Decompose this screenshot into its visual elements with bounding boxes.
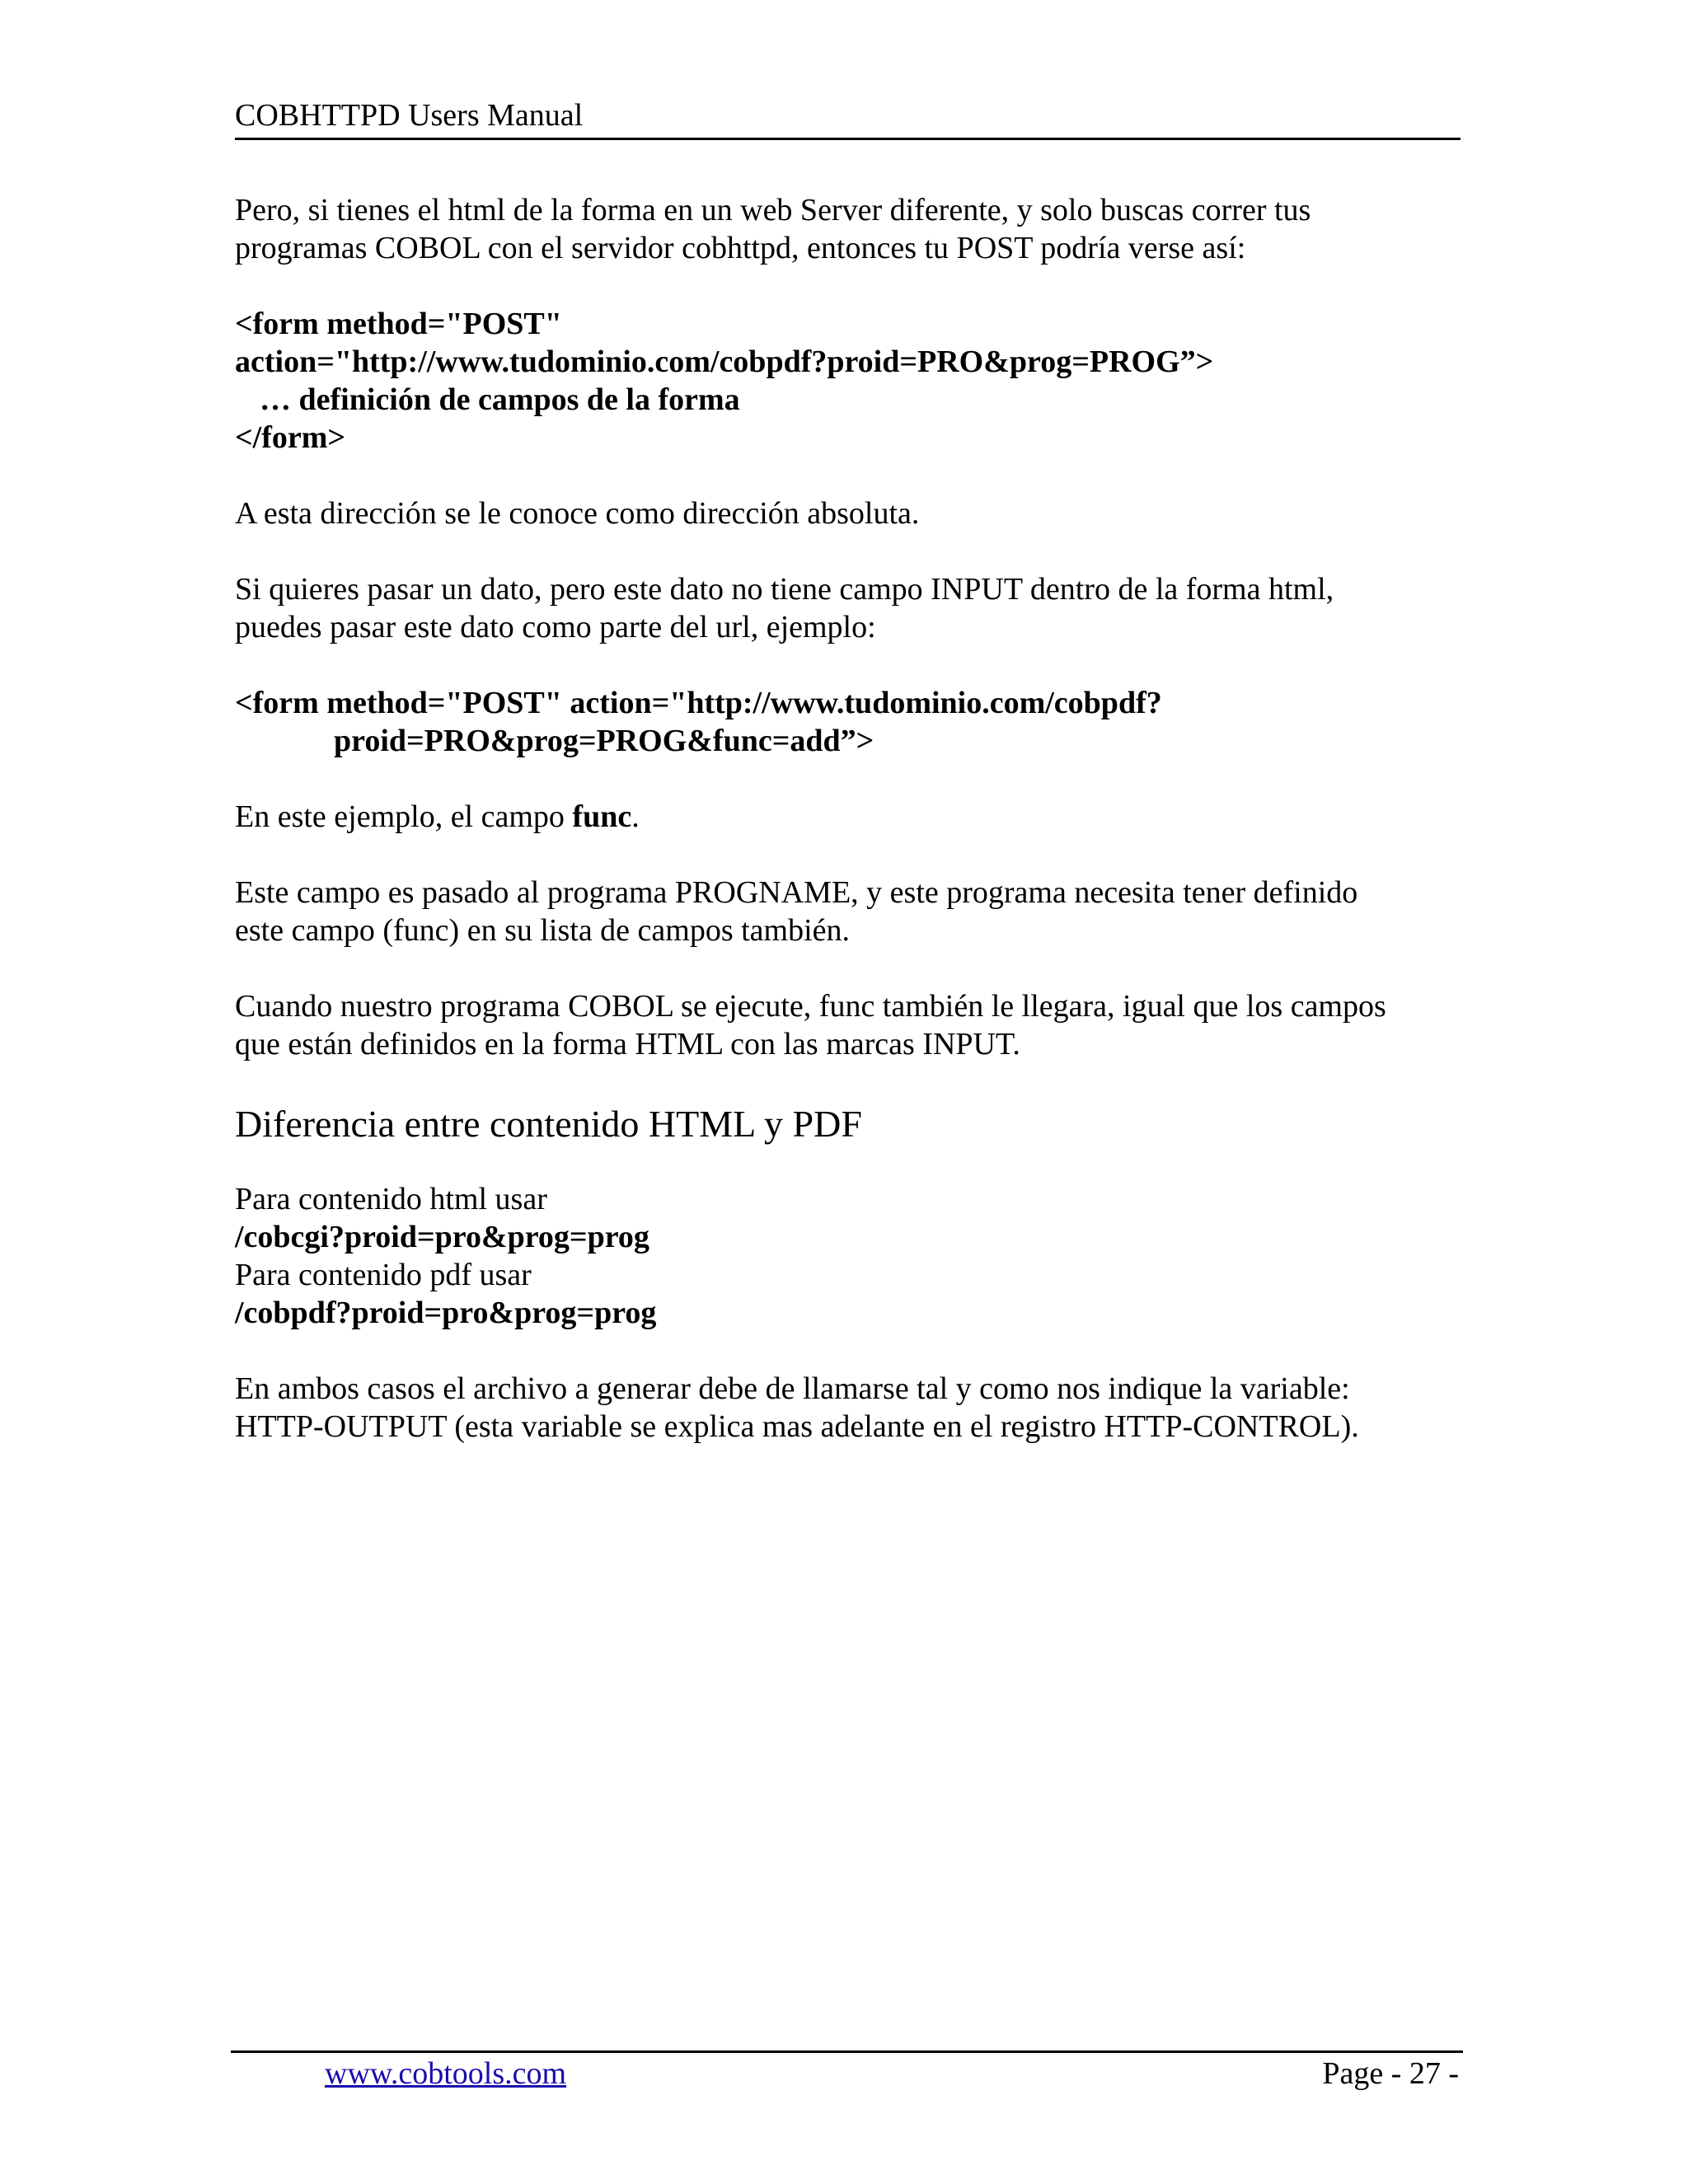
- path-bold: /cobpdf?proid=pro&prog=prog: [235, 1296, 657, 1330]
- page-number: Page - 27 -: [1322, 2056, 1459, 2091]
- header-title: COBHTTPD Users Manual: [235, 98, 584, 133]
- code-line: action="http://www.tudominio.com/cobpdf?proid=PRO&prog=PROG”>: [235, 344, 1214, 379]
- code-line: proid=PRO&prog=PROG&func=add”>: [334, 724, 874, 758]
- code-block-absolute-form: [235, 305, 1463, 457]
- page-content: [235, 191, 1463, 1483]
- content-type-line-pdf: [235, 1256, 1463, 1332]
- paragraph-line: Pero, si tienes el html de la forma en un web Server diferente, y solo buscas correr tus: [235, 193, 1311, 227]
- text-segment: Para contenido html usar: [235, 1182, 547, 1216]
- code-line: <form method="POST" action="http://www.tudominio.com/cobpdf?: [235, 686, 1162, 720]
- section-heading: Diferencia entre contenido HTML y PDF: [235, 1103, 862, 1145]
- paragraph-func-example: [235, 798, 1463, 836]
- paragraph-pass-data: [235, 570, 1463, 646]
- paragraph-line: En ambos casos el archivo a generar debe de llamarse tal y como nos indique la variable:: [235, 1371, 1350, 1406]
- code-line: … definición de campos de la forma: [260, 382, 740, 417]
- text-segment: .: [631, 799, 640, 834]
- code-line: <form method="POST": [235, 307, 562, 341]
- func-keyword: func: [572, 799, 632, 834]
- paragraph-http-output: [235, 1370, 1463, 1446]
- code-line: </form>: [235, 420, 346, 455]
- code-block-url-param: [235, 684, 1463, 760]
- page-footer: [231, 2050, 1463, 2102]
- paragraph-absolute-address: A esta dirección se le conoce como dirección absoluta.: [235, 496, 920, 531]
- paragraph-content-types: [235, 1180, 1463, 1332]
- content-type-line-html: [235, 1180, 1463, 1256]
- path-bold: /cobcgi?proid=pro&prog=prog: [235, 1220, 649, 1254]
- paragraph-line: programas COBOL con el servidor cobhttpd, entonces tu POST podría verse así:: [235, 231, 1246, 265]
- page-header: [235, 92, 1461, 140]
- paragraph-line: Cuando nuestro programa COBOL se ejecute, func también le llegara, igual que los campos: [235, 989, 1386, 1024]
- paragraph-line: puedes pasar este dato como parte del url, ejemplo:: [235, 610, 876, 644]
- paragraph-line: Este campo es pasado al programa PROGNAME, y este programa necesita tener definido: [235, 875, 1358, 910]
- paragraph-cobol-execution: [235, 987, 1463, 1063]
- paragraph-progname: [235, 874, 1463, 949]
- footer-website-link[interactable]: www.cobtools.com: [325, 2056, 567, 2091]
- paragraph-line: Si quieres pasar un dato, pero este dato no tiene campo INPUT dentro de la forma html,: [235, 572, 1334, 607]
- paragraph-intro: [235, 191, 1463, 267]
- paragraph-line: este campo (func) en su lista de campos también.: [235, 913, 851, 948]
- text-segment: En este ejemplo, el campo: [235, 799, 573, 834]
- paragraph-line: que están definidos en la forma HTML con las marcas INPUT.: [235, 1027, 1020, 1062]
- paragraph-line: HTTP-OUTPUT (esta variable se explica mas adelante en el registro HTTP-CONTROL).: [235, 1409, 1359, 1444]
- text-segment: Para contenido pdf usar: [235, 1258, 532, 1292]
